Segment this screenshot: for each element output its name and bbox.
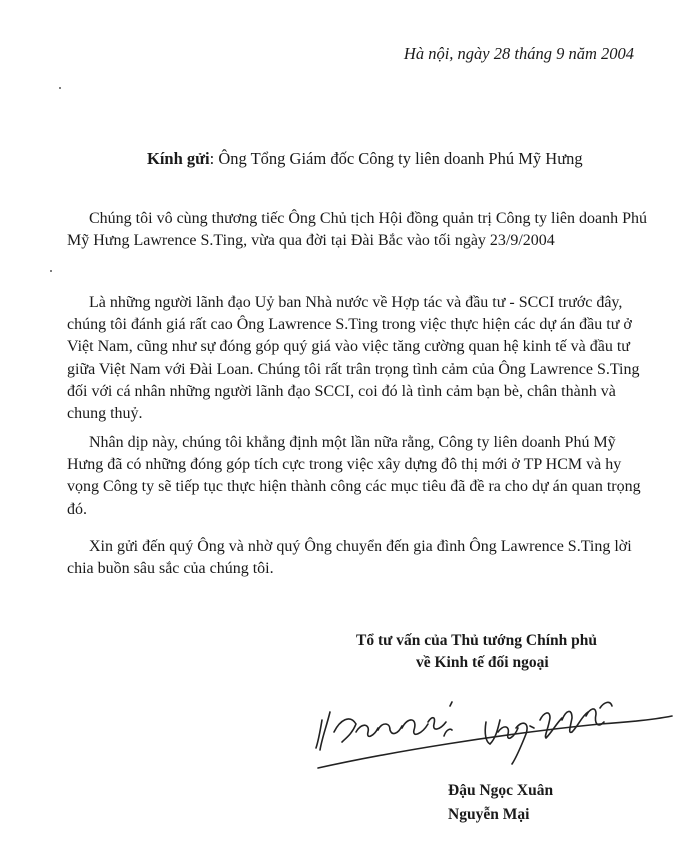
handwritten-signatures [300,672,680,782]
signatory-title-line2: về Kinh tế đối ngoại [416,654,549,671]
paragraph-appreciation: Là những người lãnh đạo Uỷ ban Nhà nước về Hợp tác và đầu tư - SCCI trước đây, chúng tôi đánh giá rất cao Ông Lawrence S.Ting trong việc thực hiện các dự án đầu tư ở Việt Nam, cũng như sự đóng góp quý giá vào việc tăng cường quan hệ kinh tế và đầu tư giữa Việt Nam với Đài Loan. Chúng tôi rất trân trọng tình cảm của Ông Lawrence S.Ting đối với cá nhân những người lãnh đạo SCCI, coi đó là tình cảm bạn bè, chân thành và chung thuỷ. [67,294,640,423]
letter-date: Hà nội, ngày 28 tháng 9 năm 2004 [403,44,634,63]
signatory-names [448,779,553,827]
signature-stroke [530,726,534,728]
signature-stroke [444,729,452,736]
signatory-title-line1: Tổ tư vấn của Thủ tướng Chính phủ [356,632,597,649]
signature-stroke [600,702,612,708]
salutation-recipient: : Ông Tổng Giám đốc Công ty liên doanh Phú Mỹ Hưng [209,149,583,168]
signature-stroke [562,711,588,732]
signatory-name: Nguyễn Mại [448,806,530,823]
signature-stroke [540,713,562,738]
paragraph-condolence: Chúng tôi vô cùng thương tiếc Ông Chủ tịch Hội đồng quản trị Công ty liên doanh Phú Mỹ Hưng Lawrence S.Ting, vừa qua đời tại Đài Bắc vào tối ngày 23/9/2004 [67,210,647,250]
signatory-name: Đậu Ngọc Xuân [448,782,554,799]
scan-speck [59,87,61,89]
salutation [147,149,583,169]
signatory-title [356,630,656,674]
paragraph-closing: Xin gửi đến quý Ông và nhờ quý Ông chuyển đến gia đình Ông Lawrence S.Ting lời chia buồn sâu sắc của chúng tôi. [67,538,632,578]
signature-stroke [512,723,527,764]
signature-flourish [318,716,672,768]
signature-stroke [402,720,428,734]
signature-stroke [320,712,330,750]
paragraph-affirmation: Nhân dịp này, chúng tôi khẳng định một lần nữa rằng, Công ty liên doanh Phú Mỹ Hưng đã có những đóng góp tích cực trong việc xây dựng đô thị mới ở TP HCM và hy vọng Công ty sẽ tiếp tục thực hiện thành công các mục tiêu đã đề ra cho dự án quan trọng đó. [67,434,641,518]
salutation-label: Kính gửi [147,149,210,168]
signature-stroke [378,724,402,733]
scan-speck [50,270,52,272]
signature-stroke [334,719,356,742]
signature-stroke [450,702,452,706]
signature-stroke [356,725,378,736]
signature-stroke [428,718,446,729]
signature-stroke [586,709,604,725]
